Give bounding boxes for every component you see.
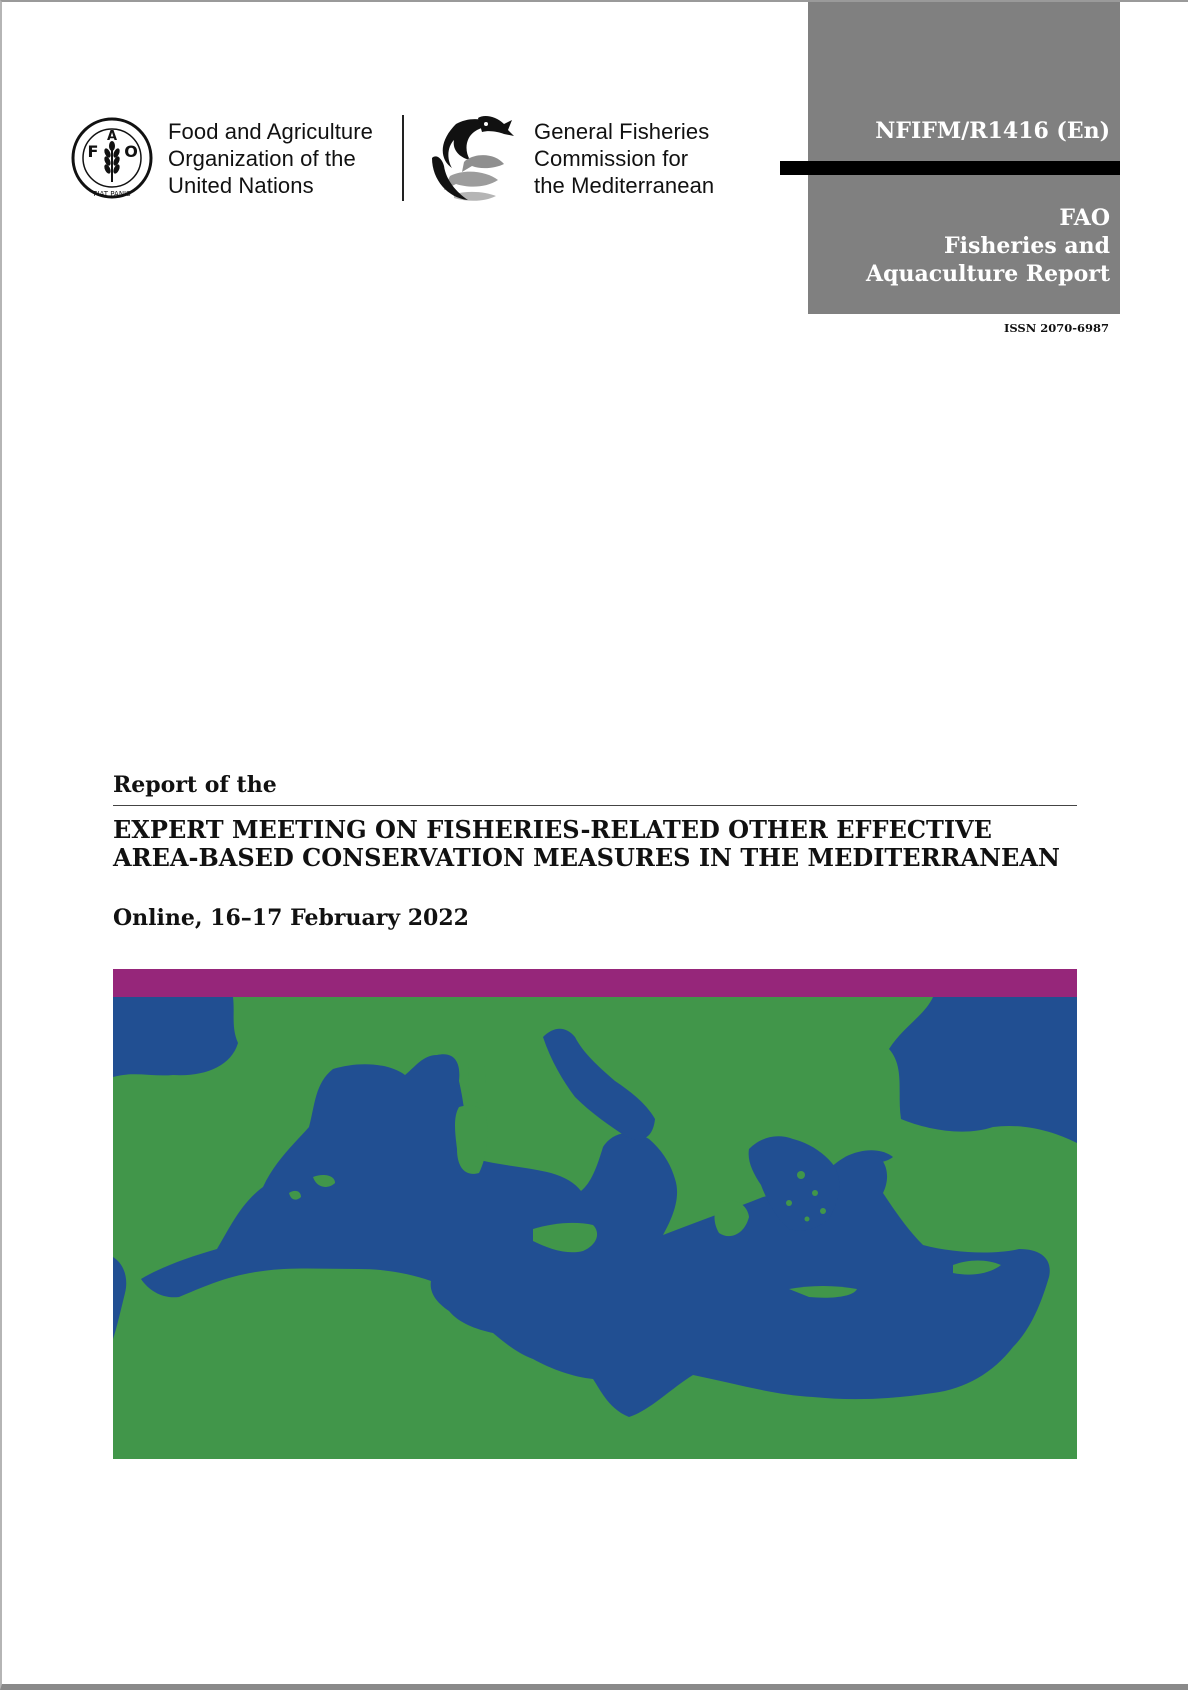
- series-panel: [808, 2, 1120, 314]
- header-logos: [70, 112, 748, 204]
- logo-divider: [402, 115, 404, 201]
- fao-emblem-letter-a: A: [106, 129, 118, 144]
- meeting-location-date: Online, 16–17 February 2022: [113, 905, 469, 931]
- report-title-line: AREA-BASED CONSERVATION MEASURES IN THE MEDITERRANEAN: [113, 843, 1060, 872]
- report-title: [113, 816, 1077, 872]
- gfcm-fish-emblem-icon: [426, 110, 522, 206]
- fao-name: [168, 118, 384, 199]
- gfcm-name-line: the Mediterranean: [534, 172, 715, 198]
- gfcm-name: [534, 118, 748, 199]
- title-rule: [113, 805, 1077, 806]
- cover-map: [113, 969, 1077, 1459]
- report-preface: Report of the: [113, 772, 277, 798]
- gfcm-name-line: General Fisheries: [534, 118, 710, 144]
- fao-emblem-letter-o: O: [124, 142, 138, 161]
- series-name-line: FAO: [1059, 205, 1110, 231]
- fao-emblem-icon: [70, 116, 154, 200]
- report-title-line: EXPERT MEETING ON FISHERIES-RELATED OTHER EFFECTIVE: [113, 815, 992, 844]
- series-divider-bar: [780, 161, 1120, 175]
- series-code: NFIFM/R1416 (En): [875, 118, 1110, 144]
- series-name-line: Fisheries and: [944, 233, 1110, 259]
- fao-name-line: United Nations: [168, 172, 314, 198]
- fao-emblem-motto: FIAT PANIS: [93, 190, 131, 198]
- accent-band: [113, 969, 1077, 997]
- series-name: [866, 204, 1110, 288]
- fao-name-line: Organization of the: [168, 145, 356, 171]
- fao-emblem-letter-f: F: [87, 142, 99, 161]
- gfcm-name-line: Commission for: [534, 145, 689, 171]
- mediterranean-map-image: [113, 997, 1077, 1459]
- series-name-line: Aquaculture Report: [866, 261, 1110, 287]
- issn-number: ISSN 2070-6987: [1003, 321, 1109, 335]
- fao-name-line: Food and Agriculture: [168, 118, 374, 144]
